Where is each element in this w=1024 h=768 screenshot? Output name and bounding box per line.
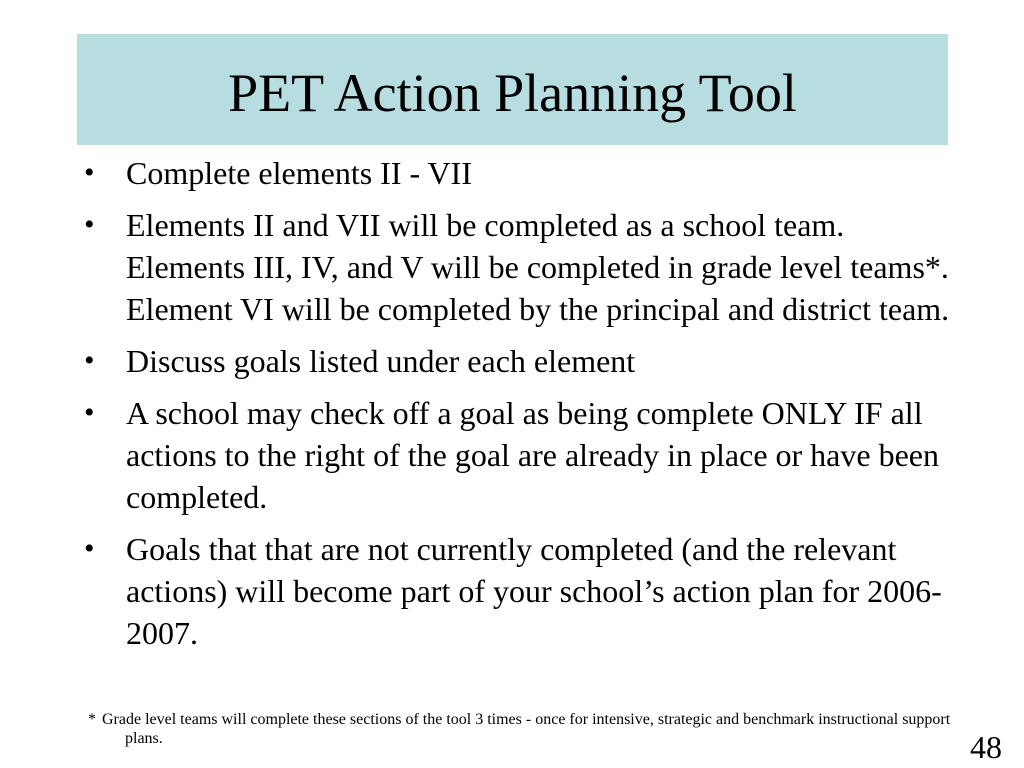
bullet-text: Complete elements II - VII <box>126 155 472 191</box>
footnote <box>88 710 955 748</box>
title-banner <box>77 34 948 145</box>
bullet-item <box>84 528 954 654</box>
bullet-item <box>84 392 954 518</box>
bullet-marker: • <box>84 156 95 189</box>
bullet-text: Goals that that are not currently completed (and the relevant actions) will become part of your school’s action plan for 2006-2007. <box>126 531 942 651</box>
slide-title: PET Action Planning Tool <box>228 62 797 123</box>
bullet-text: Discuss goals listed under each element <box>126 343 636 379</box>
bullet-text: Elements II and VII will be completed as a school team. Elements III, IV, and V will be completed in grade level teams*. Element VI will be completed by the principal and district team. <box>126 207 950 327</box>
bullet-marker: • <box>84 532 95 565</box>
footnote-marker: * <box>88 711 96 728</box>
bullet-item <box>84 340 954 382</box>
bullet-item <box>84 204 954 330</box>
bullet-list <box>84 152 954 664</box>
bullet-marker: • <box>84 208 95 241</box>
bullet-item <box>84 152 954 194</box>
footnote-text: Grade level teams will complete these sections of the tool 3 times - once for intensive, strategic and benchmark instructional support plans. <box>102 711 951 747</box>
bullet-marker: • <box>84 396 95 429</box>
bullet-marker: • <box>84 344 95 377</box>
bullet-text: A school may check off a goal as being complete ONLY IF all actions to the right of the goal are already in place or have been completed. <box>126 395 939 515</box>
page-number: 48 <box>970 729 1002 765</box>
